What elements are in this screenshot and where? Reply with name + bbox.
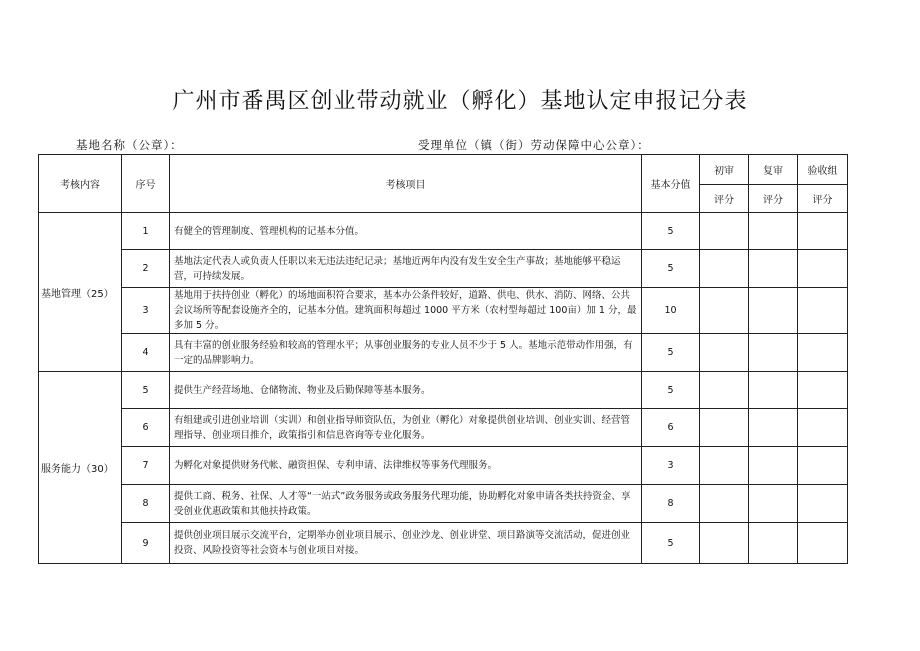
score-cell-initial[interactable] [700, 213, 749, 250]
score-cell-review[interactable] [749, 447, 798, 485]
table-row [39, 288, 848, 334]
row-score: 5 [642, 334, 700, 372]
table-row [39, 334, 848, 372]
row-score: 5 [642, 250, 700, 288]
score-cell-initial[interactable] [700, 288, 749, 334]
row-seq: 4 [122, 334, 170, 372]
row-item: 基地法定代表人或负责人任职以来无违法违纪记录；基地近两年内没有发生安全生产事故；基地能够平稳运营，可持续发展。 [170, 250, 642, 288]
row-score: 3 [642, 447, 700, 485]
row-score: 5 [642, 523, 700, 564]
row-score: 8 [642, 485, 700, 523]
table-row [39, 250, 848, 288]
score-cell-initial[interactable] [700, 485, 749, 523]
table-row [39, 523, 848, 564]
row-item: 基地用于扶持创业（孵化）的场地面积符合要求，基本办公条件较好，道路、供电、供水、消防、网络、公共会议场所等配套设施齐全的，记基本分值。建筑面积每超过 1000 平方米（农村型每超过 100亩）加 1 分，最多加 5 分。 [170, 288, 642, 334]
section-name: 基地管理（25） [39, 213, 122, 372]
score-cell-review[interactable] [749, 372, 798, 409]
score-cell-review[interactable] [749, 213, 798, 250]
score-cell-review[interactable] [749, 334, 798, 372]
header-score-review: 评分 [749, 185, 798, 213]
score-cell-review[interactable] [749, 250, 798, 288]
row-item: 为孵化对象提供财务代帐、融资担保、专利申请、法律维权等事务代理服务。 [170, 447, 642, 485]
row-item: 提供生产经营场地、仓储物流、物业及后勤保障等基本服务。 [170, 372, 642, 409]
row-item: 有组建或引进创业培训（实训）和创业指导师资队伍，为创业（孵化）对象提供创业培训、创业实训、经营管理指导、创业项目推介，政策指引和信息咨询等专业化服务。 [170, 409, 642, 447]
header-score-acceptance: 评分 [798, 185, 848, 213]
score-cell-review[interactable] [749, 409, 798, 447]
score-cell-acceptance[interactable] [798, 485, 848, 523]
score-cell-acceptance[interactable] [798, 288, 848, 334]
header-score-initial: 评分 [700, 185, 749, 213]
row-seq: 3 [122, 288, 170, 334]
table-row [39, 409, 848, 447]
base-name-label: 基地名称（公章）： [76, 138, 183, 152]
score-cell-acceptance[interactable] [798, 523, 848, 564]
row-seq: 1 [122, 213, 170, 250]
row-seq: 2 [122, 250, 170, 288]
score-cell-initial[interactable] [700, 447, 749, 485]
table-row [39, 485, 848, 523]
score-cell-initial[interactable] [700, 523, 749, 564]
score-cell-acceptance[interactable] [798, 250, 848, 288]
header-review: 复审 [749, 155, 798, 185]
score-cell-acceptance[interactable] [798, 447, 848, 485]
section-name: 服务能力（30） [39, 372, 122, 564]
table-row [39, 372, 848, 409]
row-item: 具有丰富的创业服务经验和较高的管理水平；从事创业服务的专业人员不少于 5 人。基地示范带动作用强，有一定的品牌影响力。 [170, 334, 642, 372]
score-cell-acceptance[interactable] [798, 334, 848, 372]
score-cell-review[interactable] [749, 288, 798, 334]
score-cell-initial[interactable] [700, 372, 749, 409]
row-item: 有健全的管理制度、管理机构的记基本分值。 [170, 213, 642, 250]
row-item: 提供工商、税务、社保、人才等“一站式”政务服务或政务服务代理功能，协助孵化对象申请各类扶持资金、享受创业优惠政策和其他扶持政策。 [170, 485, 642, 523]
score-cell-initial[interactable] [700, 250, 749, 288]
score-cell-acceptance[interactable] [798, 372, 848, 409]
row-score: 5 [642, 213, 700, 250]
table-row [39, 213, 848, 250]
score-cell-review[interactable] [749, 485, 798, 523]
row-seq: 7 [122, 447, 170, 485]
header-initial: 初审 [700, 155, 749, 185]
score-cell-acceptance[interactable] [798, 213, 848, 250]
row-score: 6 [642, 409, 700, 447]
header-base-score: 基本分值 [642, 155, 700, 213]
row-seq: 8 [122, 485, 170, 523]
score-table [38, 154, 848, 564]
row-seq: 5 [122, 372, 170, 409]
score-cell-review[interactable] [749, 523, 798, 564]
score-cell-initial[interactable] [700, 334, 749, 372]
score-cell-acceptance[interactable] [798, 409, 848, 447]
row-item: 提供创业项目展示交流平台，定期举办创业项目展示、创业沙龙、创业讲堂、项目路演等交流活动，促进创业投资、风险投资等社会资本与创业项目对接。 [170, 523, 642, 564]
header-content: 考核内容 [39, 155, 122, 213]
row-seq: 6 [122, 409, 170, 447]
row-score: 10 [642, 288, 700, 334]
header-item: 考核项目 [170, 155, 642, 213]
accepting-unit-label: 受理单位（镇（街）劳动保障中心公章）： [418, 138, 650, 152]
header-acceptance: 验收组 [798, 155, 848, 185]
page-title: 广州市番禺区创业带动就业（孵化）基地认定申报记分表 [172, 89, 748, 114]
score-cell-initial[interactable] [700, 409, 749, 447]
table-row [39, 447, 848, 485]
row-score: 5 [642, 372, 700, 409]
row-seq: 9 [122, 523, 170, 564]
header-seq: 序号 [122, 155, 170, 213]
